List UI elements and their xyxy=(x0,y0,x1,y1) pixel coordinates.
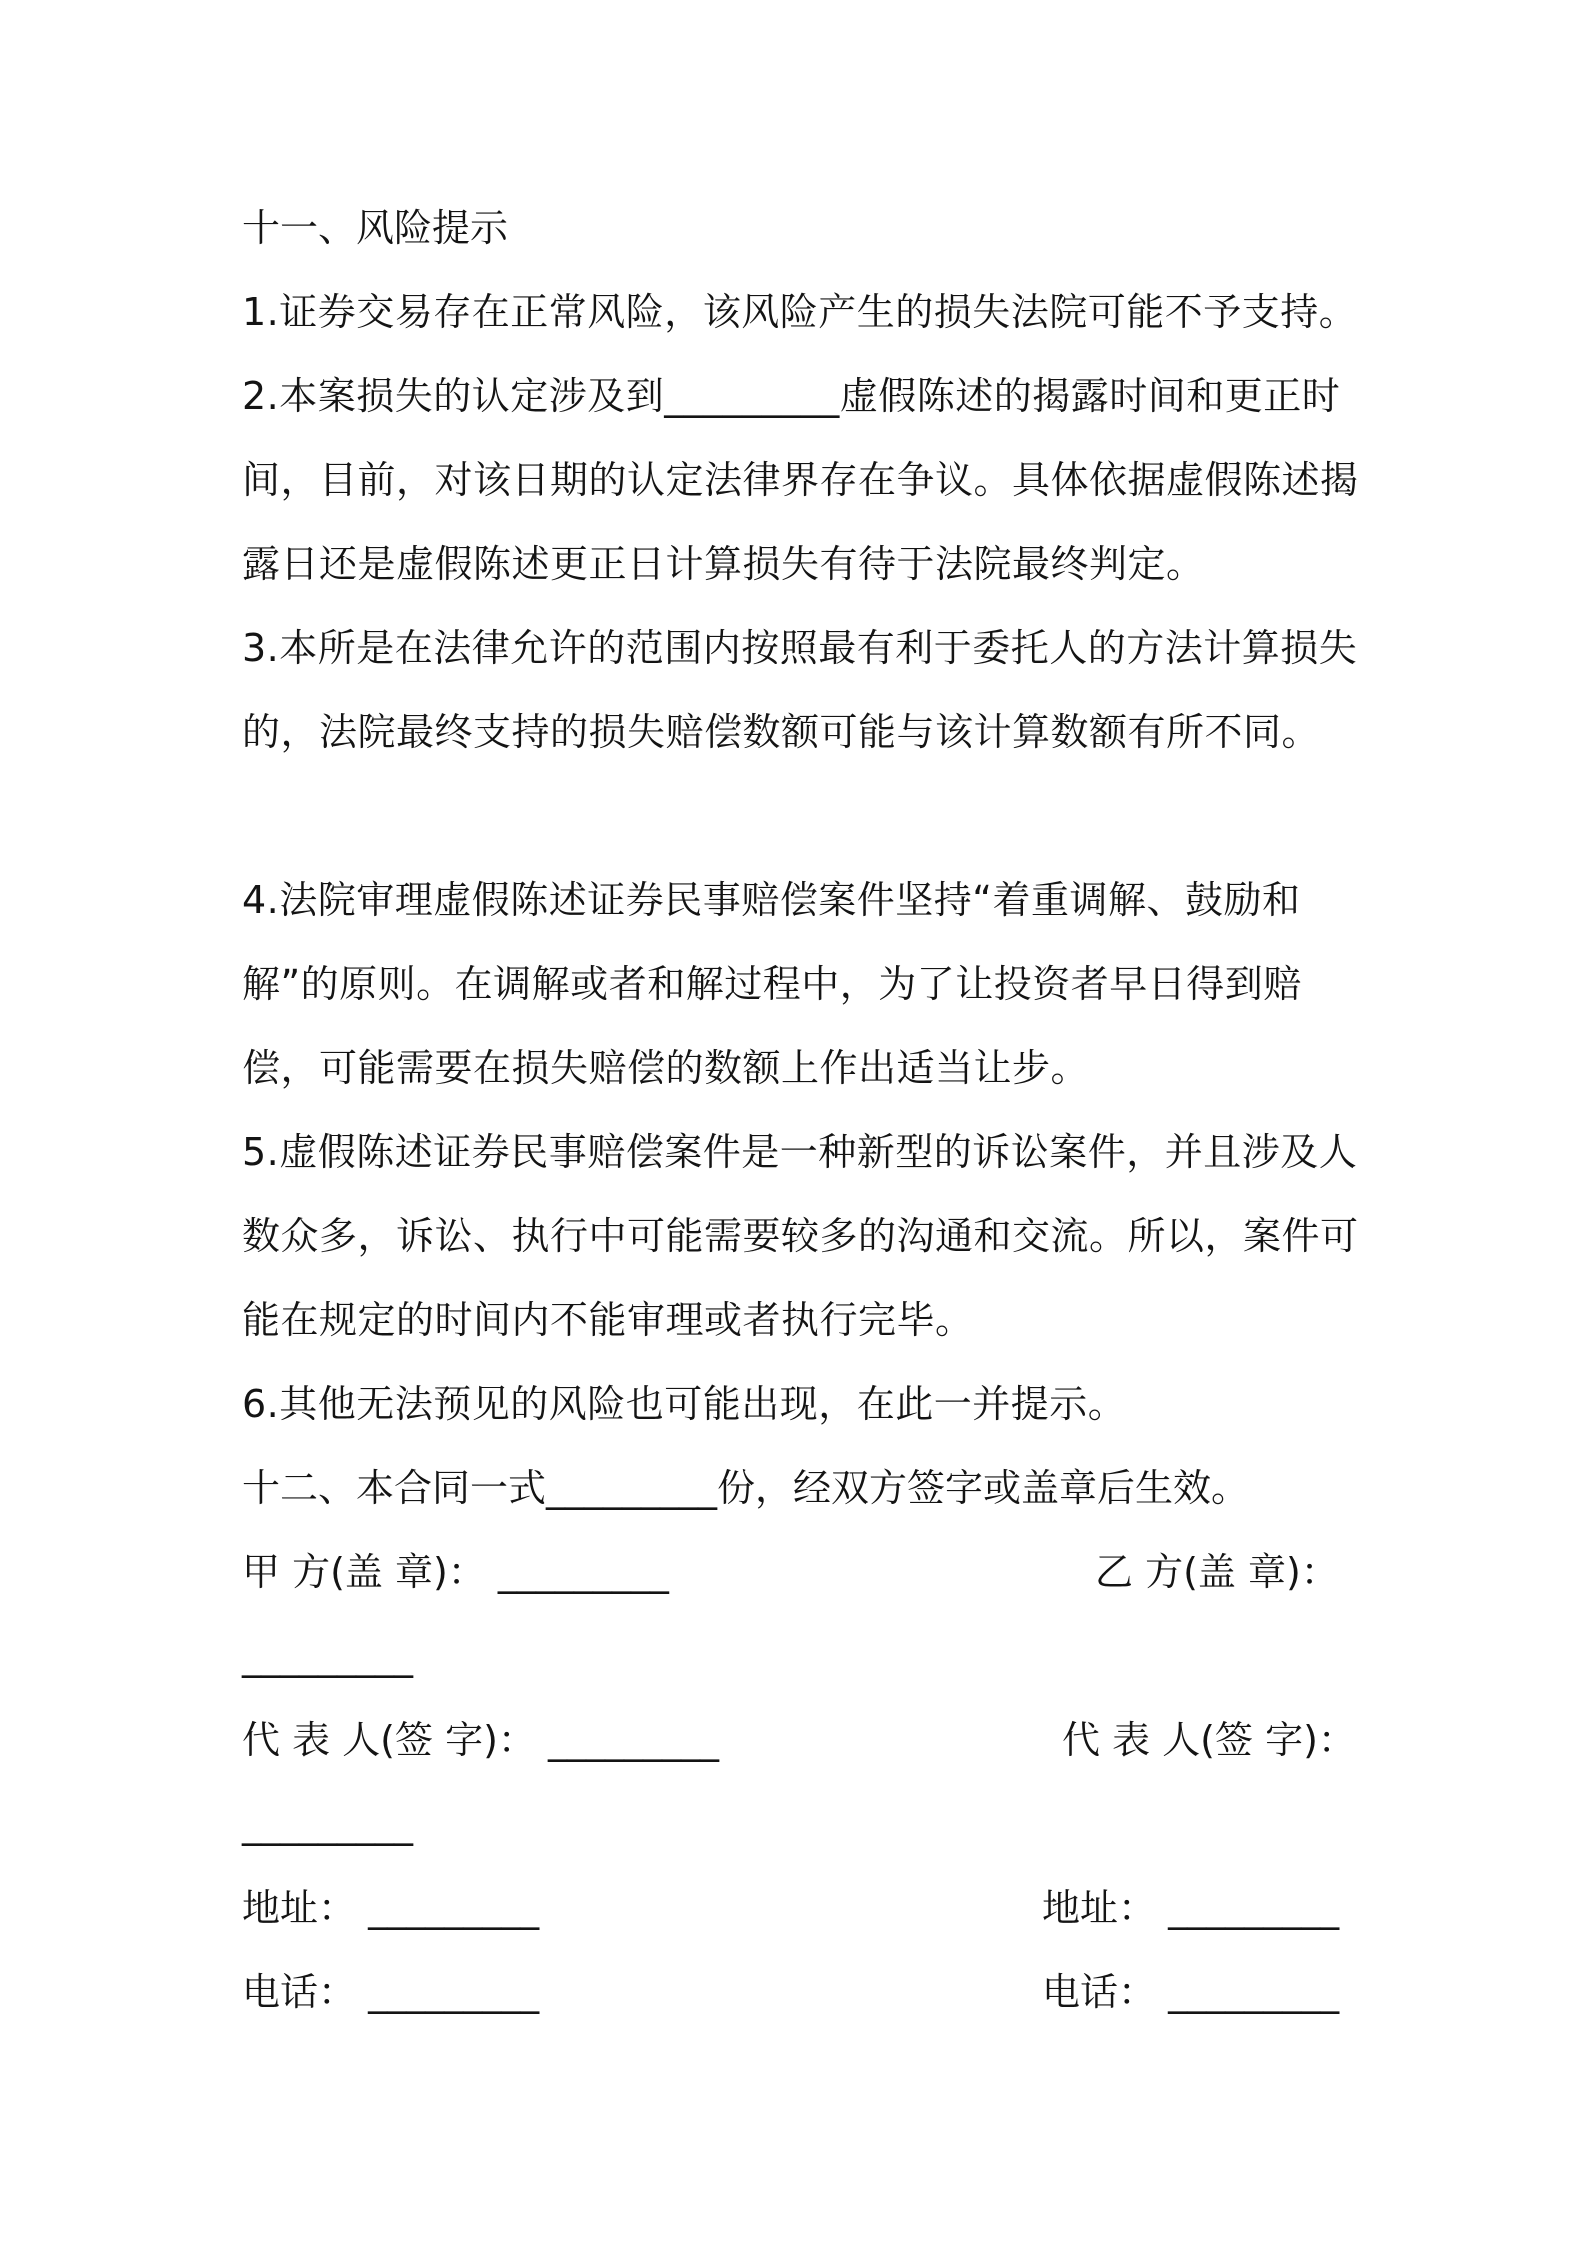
address-a-label: 地址： xyxy=(242,1886,357,1930)
party-b-label: 乙 方(盖 章)： xyxy=(1095,1550,1339,1594)
copies-blank: _________ xyxy=(546,1466,718,1510)
section-12-text xyxy=(242,1446,1249,1530)
rep-a-label: 代 表 人(签 字)： xyxy=(242,1718,536,1762)
phone-b-blank: _________ xyxy=(1168,1970,1340,2014)
phone-a-line xyxy=(242,1950,539,2034)
risk-item-2-text-a: 2.本案损失的认定涉及到 xyxy=(242,374,665,418)
address-b-blank: _________ xyxy=(1168,1886,1340,1930)
risk-item-5: 5.虚假陈述证券民事赔偿案件是一种新型的诉讼案件，并且涉及人数众多，诉讼、执行中可能需要较多的沟通和交流。所以，案件可能在规定的时间内不能审理或者执行完毕。 xyxy=(242,1130,1359,1342)
address-a-blank: _________ xyxy=(368,1886,540,1930)
address-b-line xyxy=(1042,1866,1339,1950)
address-b-label: 地址： xyxy=(1042,1886,1157,1930)
risk-item-3: 3.本所是在法律允许的范围内按照最有利于委托人的方法计算损失的，法院最终支持的损失赔偿数额可能与该计算数额有所不同。 xyxy=(242,626,1358,754)
party-a-label: 甲 方(盖 章)： xyxy=(242,1550,486,1594)
party-a-seal-line xyxy=(242,1530,669,1614)
risk-item-1: 1.证券交易存在正常风险，该风险产生的损失法院可能不予支持。 xyxy=(242,290,1358,334)
section-12-text-b: 份，经双方签字或盖章后生效。 xyxy=(717,1466,1250,1510)
section-12-text-a: 十二、本合同一式 xyxy=(242,1466,547,1510)
risk-item-4: 4.法院审理虚假陈述证券民事赔偿案件坚持“着重调解、鼓励和解”的原则。在调解或者和解过程中，为了让投资者早日得到赔偿，可能需要在损失赔偿的数额上作出适当让步。 xyxy=(242,878,1302,1090)
phone-b-label: 电话： xyxy=(1042,1970,1157,2014)
rep-a-line xyxy=(242,1698,719,1782)
risk-item-2 xyxy=(242,354,1362,606)
phone-a-blank: _________ xyxy=(368,1970,540,2014)
phone-b-line xyxy=(1042,1950,1339,2034)
party-b-blank: _________ xyxy=(242,1634,413,1678)
phone-a-label: 电话： xyxy=(242,1970,357,2014)
risk-item-2-blank: _________ xyxy=(664,374,840,418)
risk-item-6: 6.其他无法预见的风险也可能出现，在此一并提示。 xyxy=(242,1382,1127,1426)
rep-b-blank: _________ xyxy=(242,1802,413,1846)
rep-a-blank: _________ xyxy=(547,1718,719,1762)
party-a-blank: _________ xyxy=(497,1550,669,1594)
section-11-heading: 十一、风险提示 xyxy=(242,206,509,250)
rep-b-label: 代 表 人(签 字)： xyxy=(1062,1718,1356,1762)
risk-item-2-text-b: 虚假陈述的揭露时间和更正时间，目前，对该日期的认定法律界存在争议。具体依据虚假陈述揭露日还是虚假陈述更正日计算损失有待于法院最终判定。 xyxy=(242,374,1359,586)
address-a-line xyxy=(242,1866,539,1950)
